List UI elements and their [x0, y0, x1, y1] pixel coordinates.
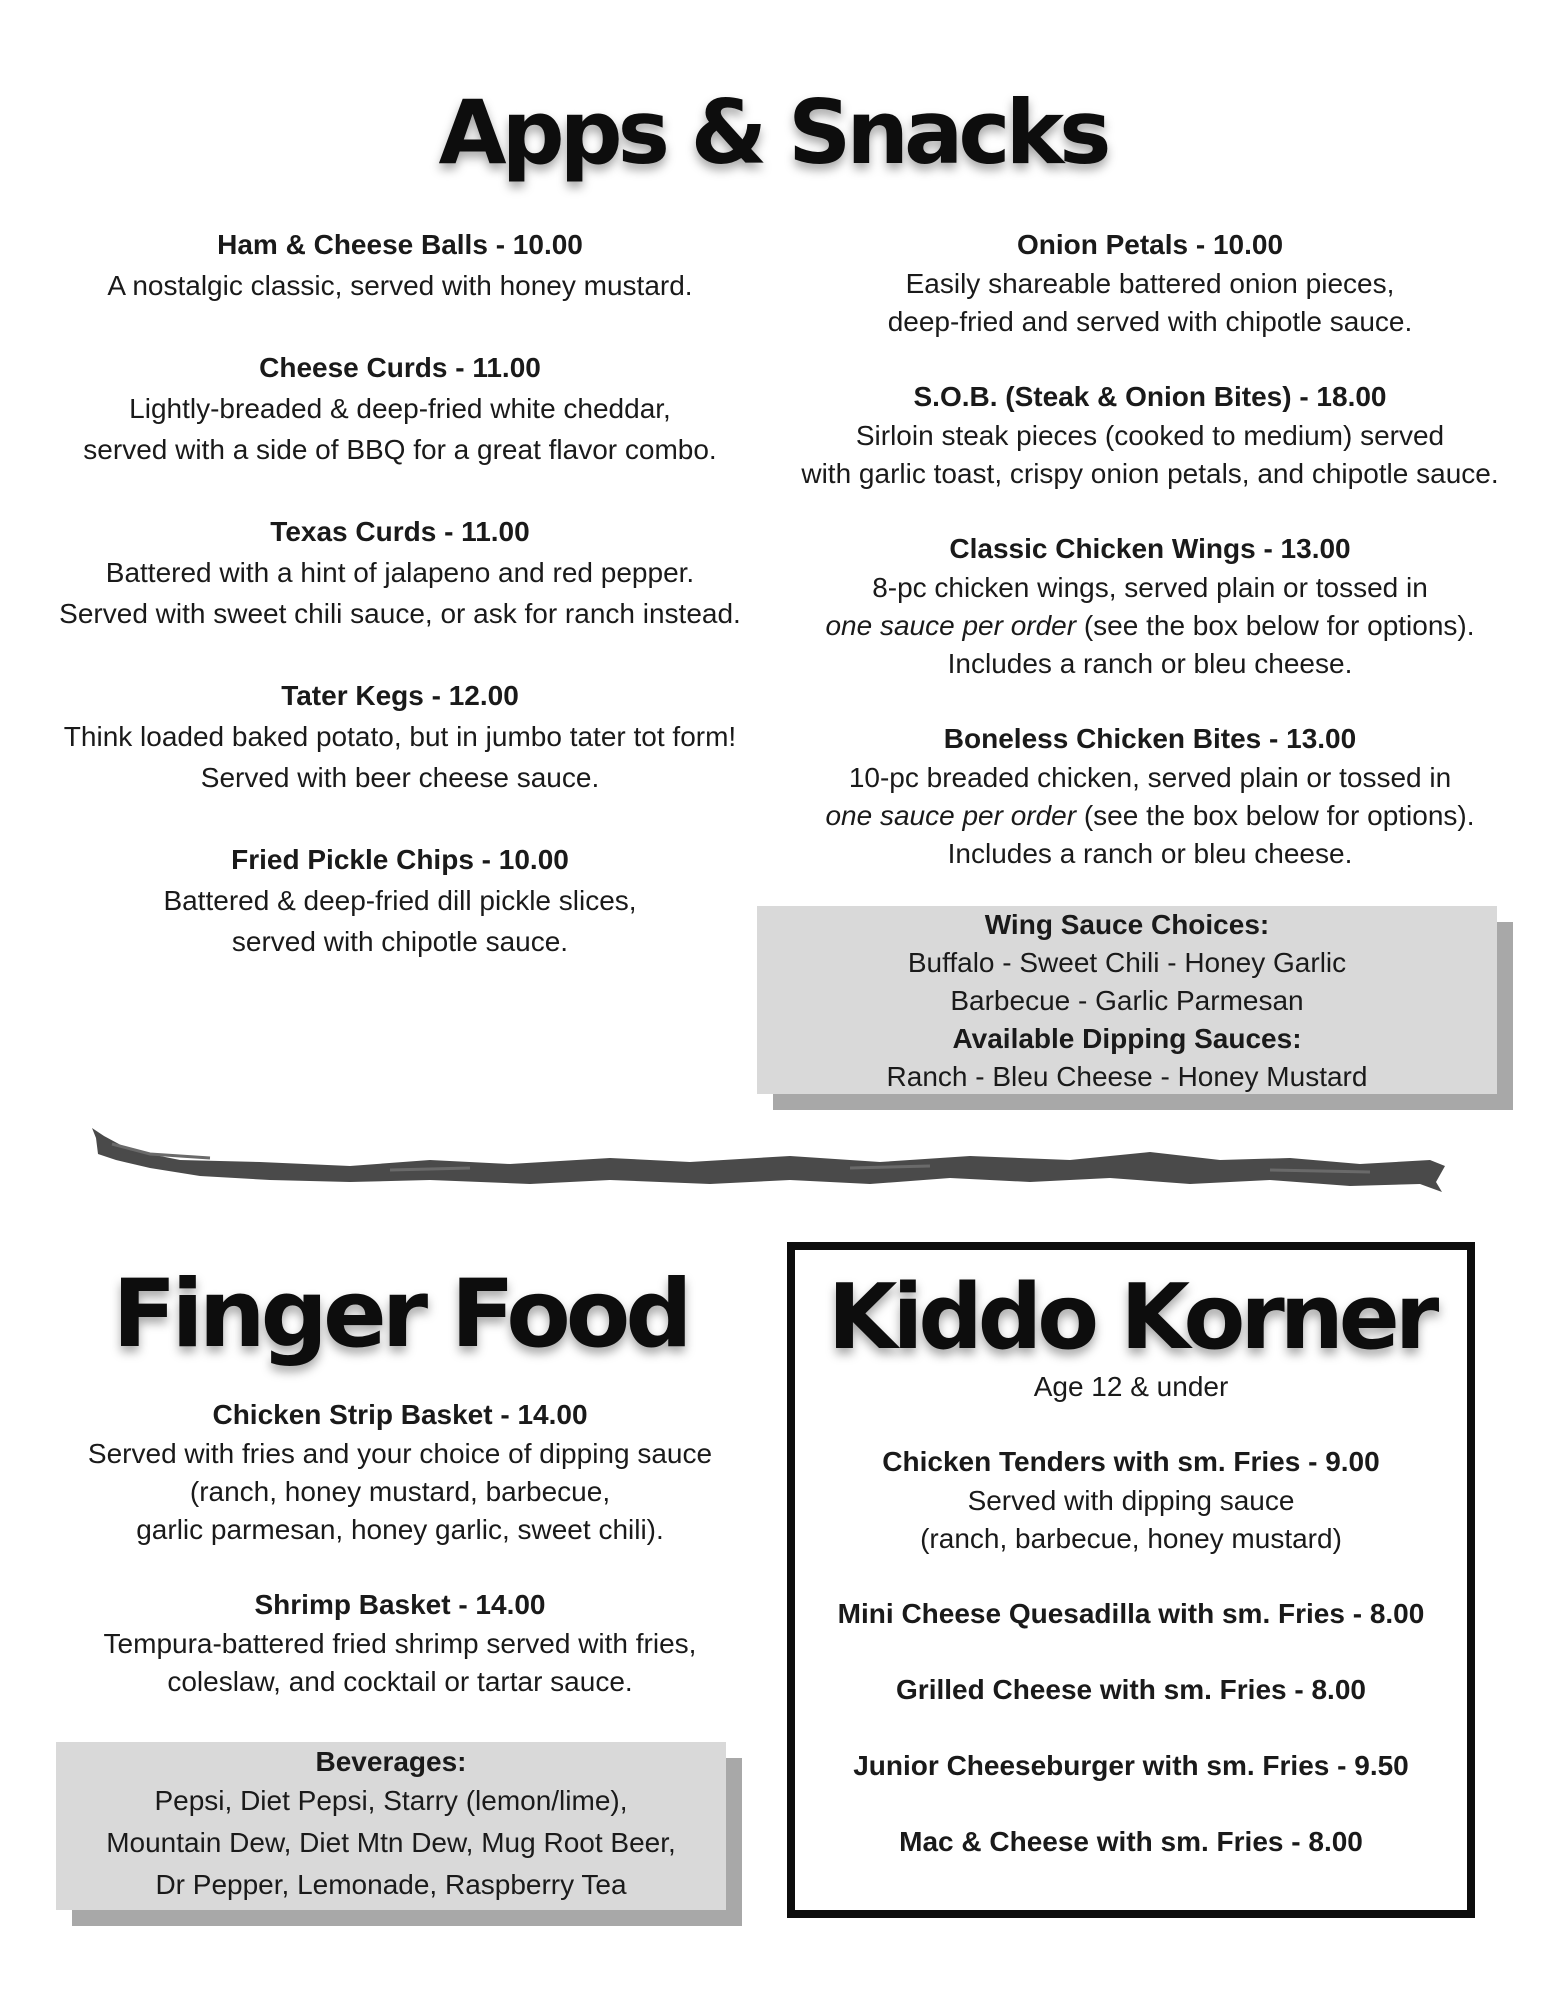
item-desc-rest: (see the box below for options).: [1076, 800, 1475, 831]
item-desc: (ranch, honey mustard, barbecue,: [189, 1476, 611, 1507]
item-desc: Includes a ranch or bleu cheese.: [947, 838, 1353, 869]
wing-sauce-line: Buffalo - Sweet Chili - Honey Garlic: [907, 947, 1347, 978]
menu-item-classic-chicken-wings: [770, 529, 1530, 683]
item-desc: Tempura-battered fried shrimp served with fries,: [103, 1628, 697, 1659]
wing-sauce-heading: Wing Sauce Choices:: [984, 909, 1270, 940]
item-desc: Easily shareable battered onion pieces,: [905, 268, 1395, 299]
item-desc: Think loaded baked potato, but in jumbo tater tot form!: [63, 721, 737, 752]
item-name: Grilled Cheese with sm. Fries - 8.00: [896, 1674, 1366, 1705]
menu-item-boneless-chicken-bites: [770, 719, 1530, 873]
item-name: Cheese Curds - 11.00: [259, 352, 541, 383]
item-name: Texas Curds - 11.00: [270, 516, 530, 547]
item-name: Classic Chicken Wings - 13.00: [949, 533, 1351, 564]
brush-stroke-divider: [90, 1120, 1450, 1200]
item-desc: served with a side of BBQ for a great flavor combo.: [83, 434, 717, 465]
item-desc-emphasis: one sauce per order: [825, 800, 1077, 831]
item-desc: Served with dipping sauce: [967, 1485, 1295, 1516]
wing-sauce-line: Barbecue - Garlic Parmesan: [950, 985, 1304, 1016]
item-name: Mini Cheese Quesadilla with sm. Fries - 8.00: [837, 1598, 1425, 1629]
item-desc: 10-pc breaded chicken, served plain or tossed in: [848, 762, 1452, 793]
beverages-box: [56, 1742, 726, 1910]
item-name: Onion Petals - 10.00: [1016, 229, 1284, 260]
beverages-heading: Beverages:: [315, 1746, 467, 1777]
item-desc: Served with sweet chili sauce, or ask for ranch instead.: [59, 598, 741, 629]
menu-item-junior-cheeseburger: [795, 1746, 1467, 1786]
kiddo-korner-title: Kiddo Korner: [827, 1265, 1435, 1370]
menu-item-onion-petals: [770, 225, 1530, 341]
menu-item-cheese-curds: [20, 348, 780, 470]
item-name: Junior Cheeseburger with sm. Fries - 9.50: [853, 1750, 1409, 1781]
item-name: Ham & Cheese Balls - 10.00: [217, 229, 583, 260]
menu-item-grilled-cheese: [795, 1670, 1467, 1710]
item-name: Mac & Cheese with sm. Fries - 8.00: [899, 1826, 1363, 1857]
item-desc-emphasis: one sauce per order: [825, 610, 1077, 641]
menu-item-sob-steak-onion-bites: [770, 377, 1530, 493]
item-desc: deep-fried and served with chipotle sauce.: [887, 306, 1413, 337]
item-desc: A nostalgic classic, served with honey mustard.: [107, 270, 693, 301]
item-name: Boneless Chicken Bites - 13.00: [943, 723, 1357, 754]
menu-item-ham-cheese-balls: [20, 225, 780, 306]
menu-item-shrimp-basket: [20, 1585, 780, 1701]
kiddo-korner-box: [787, 1242, 1475, 1918]
item-name: S.O.B. (Steak & Onion Bites) - 18.00: [913, 381, 1387, 412]
item-name: Shrimp Basket - 14.00: [254, 1589, 546, 1620]
item-name: Tater Kegs - 12.00: [281, 680, 519, 711]
beverages-line: Mountain Dew, Diet Mtn Dew, Mug Root Beer,: [106, 1827, 676, 1858]
item-desc: Lightly-breaded & deep-fried white cheddar,: [129, 393, 671, 424]
item-desc: Includes a ranch or bleu cheese.: [947, 648, 1353, 679]
item-desc: with garlic toast, crispy onion petals, and chipotle sauce.: [801, 458, 1499, 489]
item-desc: Battered with a hint of jalapeno and red pepper.: [105, 557, 695, 588]
menu-item-texas-curds: [20, 512, 780, 634]
menu-item-tater-kegs: [20, 676, 780, 798]
menu-item-mac-and-cheese: [795, 1822, 1467, 1862]
finger-food-title: Finger Food: [112, 1260, 688, 1369]
item-desc: Battered & deep-fried dill pickle slices,: [163, 885, 637, 916]
apps-title: Apps & Snacks: [438, 81, 1107, 184]
beverages-line: Pepsi, Diet Pepsi, Starry (lemon/lime),: [154, 1785, 628, 1816]
sauce-choices-box: [757, 906, 1497, 1094]
menu-item-chicken-tenders: [795, 1442, 1467, 1558]
item-desc-rest: (see the box below for options).: [1076, 610, 1475, 641]
item-name: Fried Pickle Chips - 10.00: [231, 844, 569, 875]
kiddo-korner-subtitle: Age 12 & under: [1033, 1371, 1229, 1402]
item-desc: (ranch, barbecue, honey mustard): [920, 1523, 1342, 1554]
beverages-line: Dr Pepper, Lemonade, Raspberry Tea: [155, 1869, 627, 1900]
item-desc: 8-pc chicken wings, served plain or tossed in: [872, 572, 1428, 603]
dipping-sauce-line: Ranch - Bleu Cheese - Honey Mustard: [886, 1061, 1368, 1092]
item-desc: [770, 607, 1530, 645]
item-desc: Served with beer cheese sauce.: [200, 762, 600, 793]
finger-food-column: [20, 1395, 780, 1701]
item-desc: Served with fries and your choice of dipping sauce: [87, 1438, 713, 1469]
item-desc: Sirloin steak pieces (cooked to medium) served: [855, 420, 1445, 451]
item-desc: coleslaw, and cocktail or tartar sauce.: [167, 1666, 633, 1697]
menu-item-mini-cheese-quesadilla: [795, 1594, 1467, 1634]
item-name: Chicken Strip Basket - 14.00: [212, 1399, 588, 1430]
apps-left-column: [20, 225, 780, 962]
item-desc: [770, 797, 1530, 835]
item-desc: garlic parmesan, honey garlic, sweet chili).: [136, 1514, 664, 1545]
menu-item-chicken-strip-basket: [20, 1395, 780, 1549]
item-desc: served with chipotle sauce.: [231, 926, 569, 957]
menu-item-fried-pickle-chips: [20, 840, 780, 962]
apps-right-column: [770, 225, 1530, 873]
item-name: Chicken Tenders with sm. Fries - 9.00: [882, 1446, 1380, 1477]
dipping-sauce-heading: Available Dipping Sauces:: [952, 1023, 1302, 1054]
